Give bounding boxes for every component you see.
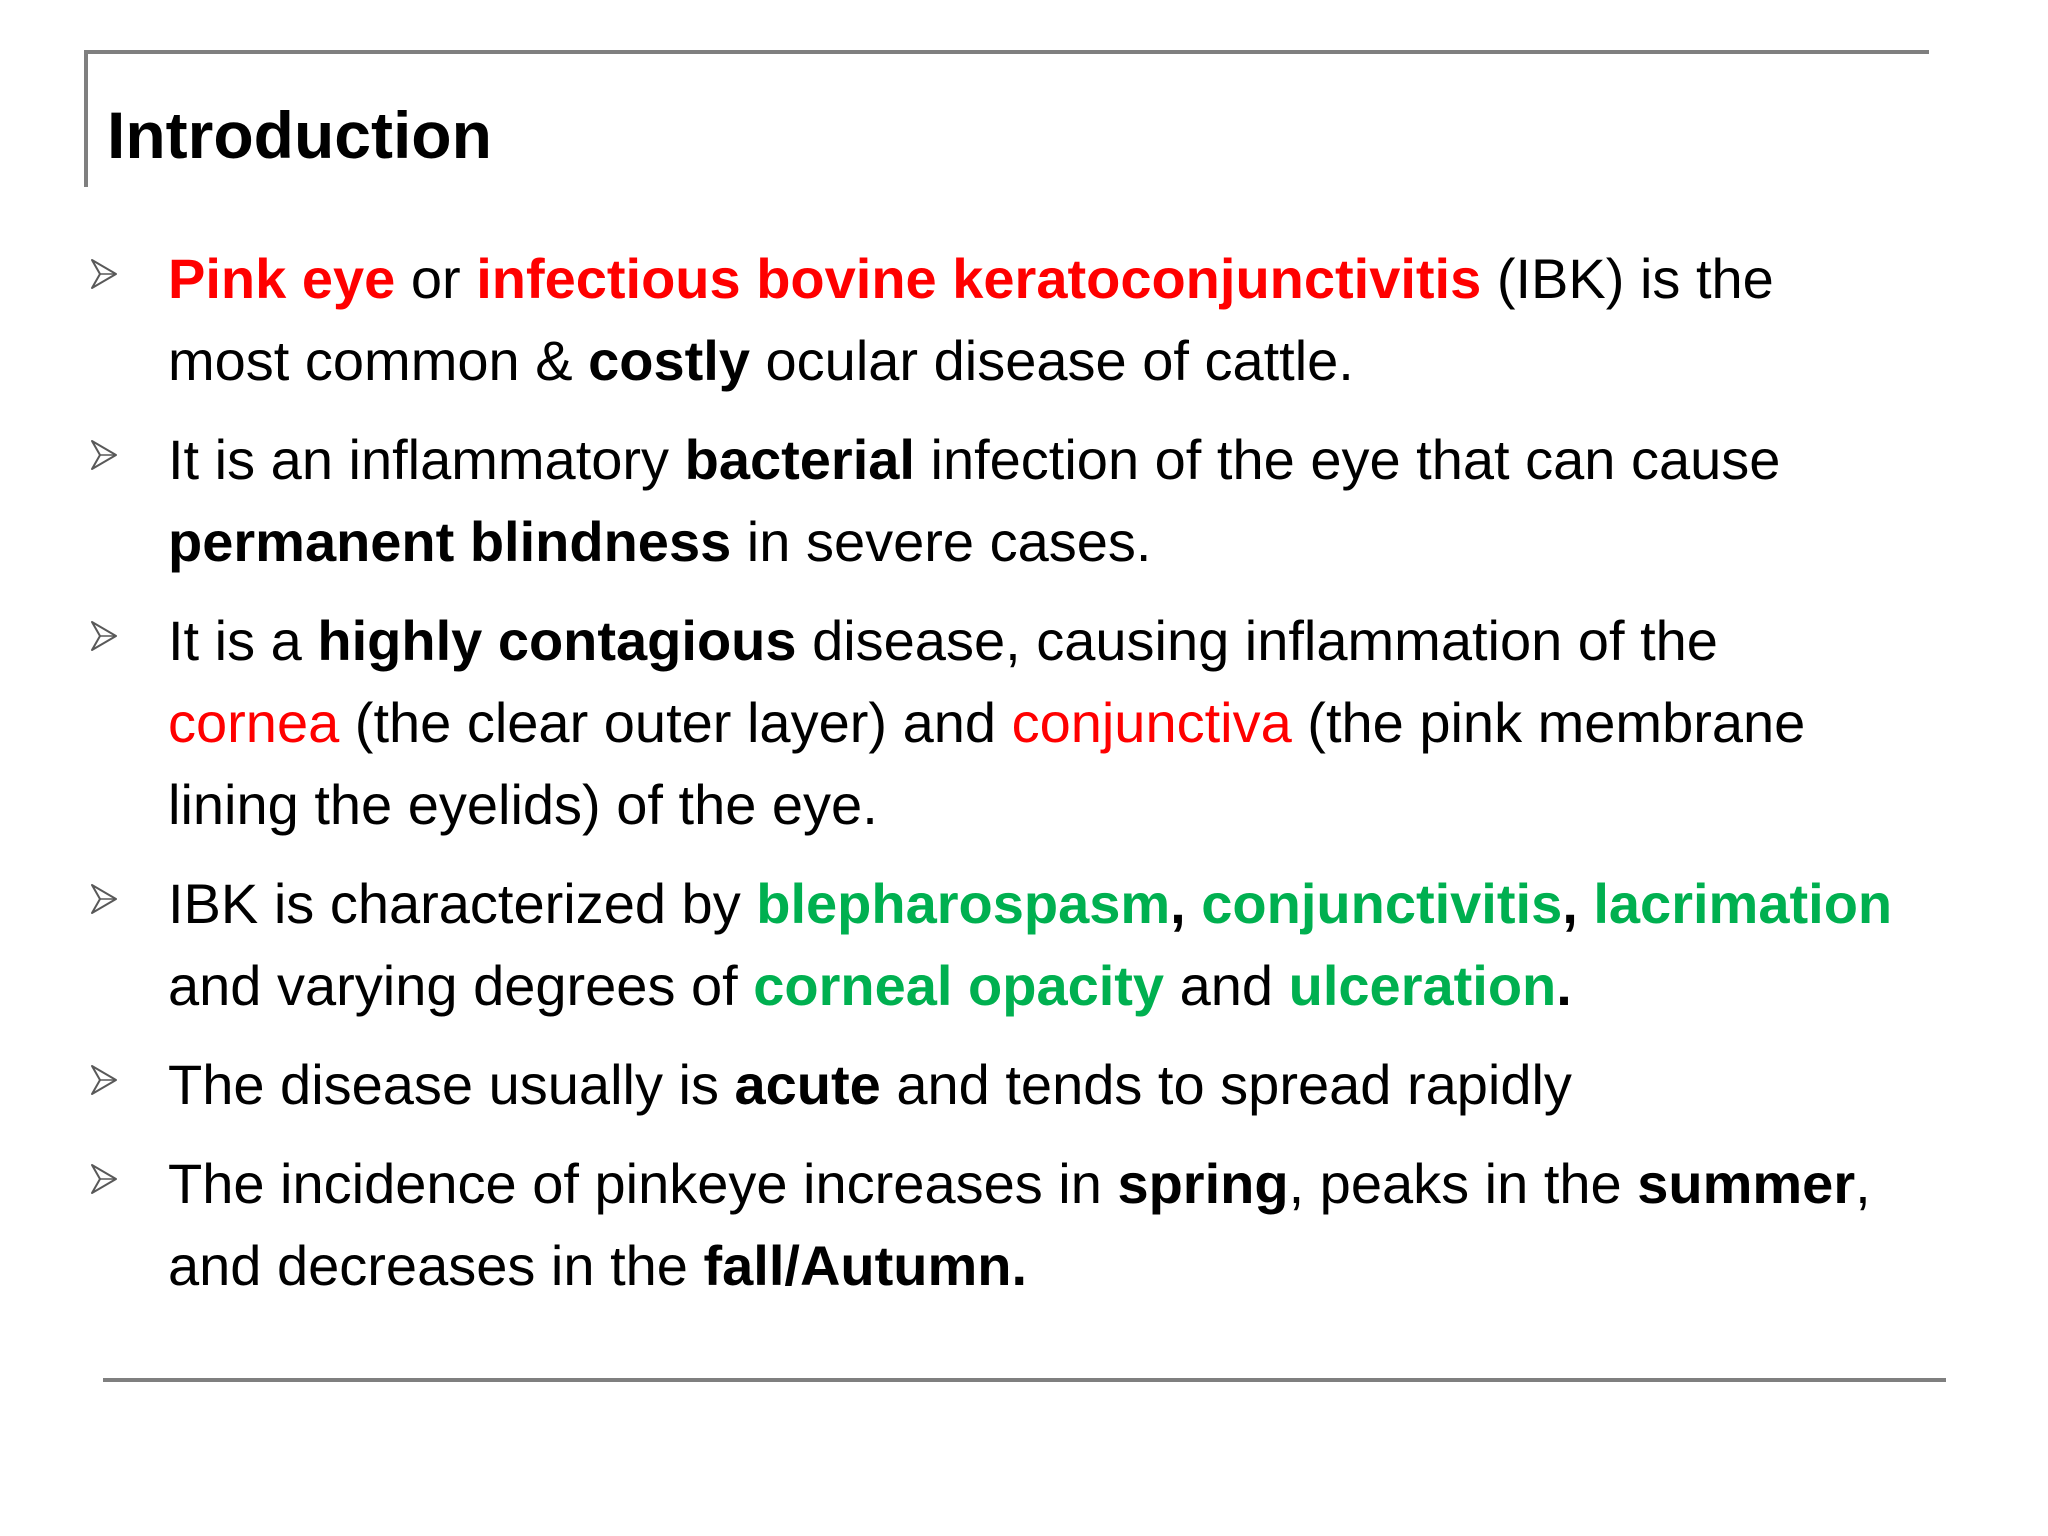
arrow-bullet-icon — [90, 437, 118, 473]
bullet-item — [90, 238, 2040, 402]
text-run: lining the eyelids) of the eye. — [168, 773, 878, 836]
text-run: . — [1556, 954, 1572, 1017]
text-run: and decreases in the — [168, 1234, 704, 1297]
text-run: and varying degrees of — [168, 954, 754, 1017]
text-run: most common & — [168, 329, 589, 392]
bullet-line — [168, 419, 2040, 501]
text-run: spring — [1117, 1152, 1289, 1215]
text-run: blepharospasm — [756, 872, 1171, 935]
text-run: disease, causing inflammation of the — [796, 609, 1718, 672]
text-run: It is a — [168, 609, 318, 672]
text-run: in severe cases. — [731, 510, 1152, 573]
text-run: conjunctiva — [1011, 691, 1292, 754]
bullet-line — [168, 238, 2040, 320]
text-run: infection of the eye that can cause — [914, 428, 1781, 491]
text-run: permanent blindness — [168, 510, 732, 573]
text-run: The incidence of pinkeye increases in — [168, 1152, 1118, 1215]
bullet-item — [90, 863, 2040, 1027]
text-run: (the pink membrane — [1291, 691, 1806, 754]
text-run: infectious bovine keratoconjunctivitis — [476, 247, 1482, 310]
text-run: , — [1855, 1152, 1871, 1215]
text-run: fall/Autumn. — [703, 1234, 1028, 1297]
bullet-line — [168, 320, 2040, 402]
bullet-item — [90, 1044, 2040, 1126]
text-run: and — [1164, 954, 1289, 1017]
text-run: , — [1562, 872, 1594, 935]
bullet-line — [168, 1143, 2040, 1225]
bullet-line — [168, 945, 2040, 1027]
text-run: lacrimation — [1593, 872, 1893, 935]
text-run: summer — [1637, 1152, 1856, 1215]
text-run: The disease usually is — [168, 1053, 735, 1116]
bullet-item — [90, 419, 2040, 583]
bullet-line — [168, 1225, 2040, 1307]
text-run: acute — [734, 1053, 881, 1116]
text-run: ocular disease of cattle. — [749, 329, 1354, 392]
text-run: ulceration — [1288, 954, 1557, 1017]
slide-title: Introduction — [107, 98, 492, 172]
text-run: corneal opacity — [753, 954, 1165, 1017]
arrow-bullet-icon — [90, 1062, 118, 1098]
bullet-list — [90, 238, 2040, 1324]
text-run: and tends to spread rapidly — [880, 1053, 1572, 1116]
text-run: costly — [588, 329, 750, 392]
text-run: cornea — [168, 691, 340, 754]
text-run: , — [1170, 872, 1202, 935]
text-run: IBK is characterized by — [168, 872, 757, 935]
bullet-line — [168, 863, 2040, 945]
bullet-line — [168, 682, 2040, 764]
bullet-line — [168, 764, 2040, 846]
bullet-item — [90, 600, 2040, 846]
text-run: , peaks in the — [1288, 1152, 1638, 1215]
bullet-line — [168, 1044, 2040, 1126]
text-run: highly contagious — [317, 609, 797, 672]
arrow-bullet-icon — [90, 881, 118, 917]
bullet-item — [90, 1143, 2040, 1307]
text-run: or — [395, 247, 477, 310]
bullet-line — [168, 501, 2040, 583]
text-run: Pink eye — [168, 247, 396, 310]
text-run: It is an inflammatory — [168, 428, 685, 491]
arrow-bullet-icon — [90, 256, 118, 292]
text-run: conjunctivitis — [1201, 872, 1563, 935]
text-run: bacterial — [684, 428, 915, 491]
arrow-bullet-icon — [90, 1161, 118, 1197]
bottom-divider — [103, 1378, 1946, 1382]
text-run: (IBK) is the — [1481, 247, 1774, 310]
text-run: (the clear outer layer) and — [339, 691, 1012, 754]
arrow-bullet-icon — [90, 618, 118, 654]
bullet-line — [168, 600, 2040, 682]
